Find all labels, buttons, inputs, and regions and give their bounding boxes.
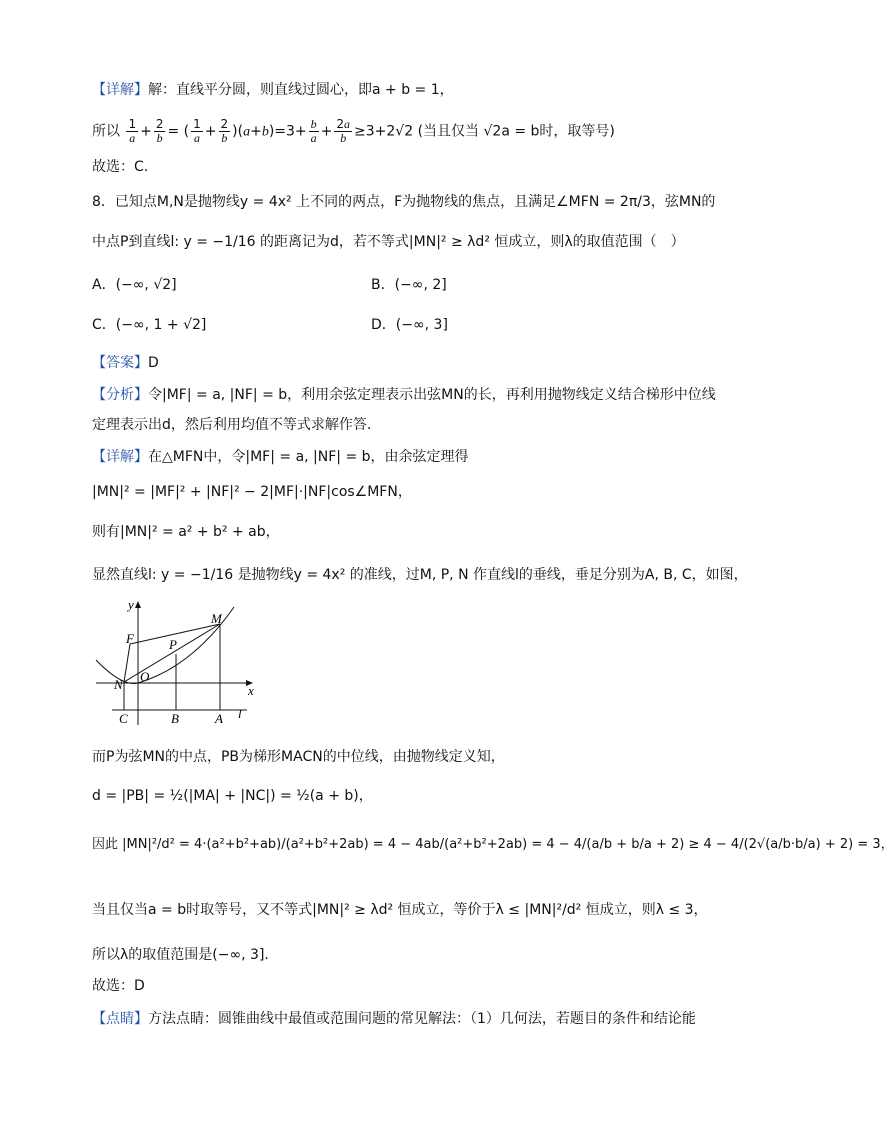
detail-line6: d = |PB| = ½(|MA| + |NC|) = ½(a + b)， — [92, 788, 373, 804]
detail-tag-2: 【详解】 — [92, 449, 148, 465]
prev-choice: 故选：C. — [92, 159, 149, 175]
analysis-line1: 【分析】令|MF| = a, |NF| = b，利用余弦定理表示出弦MN的长，再利用抛物线定义结合梯形中位线 — [92, 387, 716, 403]
answer-line — [92, 353, 159, 373]
label-N: N — [114, 677, 123, 692]
prev-formula-line: 所以 $\frac{1}{a}$ + $\frac{2}{b}$ = ( $\frac{1}{a}$ + $\frac{2}{b}$ )(a+b)=3+ $\frac{b}{a}$ + $\frac{2a}{b}$ ≥3+2√2 (当且仅当 √2a = b时，取等号) — [92, 117, 615, 145]
answer-value: D — [148, 355, 159, 371]
comment-line: 【点睛】方法点睛：圆锥曲线中最值或范围问题的常见解法：（1）几何法，若题目的条件和结论能 — [92, 1011, 696, 1027]
prev-line1: 解：直线平分圆，则直线过圆心，即a + b = 1， — [148, 82, 454, 98]
option-c: C．(−∞, 1 + √2] — [92, 317, 207, 333]
detail-line8: 当且仅当a = b时取等号，又不等式|MN|² ≥ λd² 恒成立，等价于λ ≤ |MN|²/d² 恒成立，则λ ≤ 3， — [92, 902, 708, 918]
analysis-tag: 【分析】 — [92, 387, 148, 403]
comment-tag: 【点睛】 — [92, 1011, 148, 1027]
label-M: M — [211, 611, 222, 626]
prev-line2-suffix: (当且仅当 √2a = b时，取等号) — [417, 123, 615, 140]
segment-FN — [124, 644, 130, 682]
prev-detail-line — [92, 80, 454, 100]
q8-stem-line2: 中点P到直线l: y = −1/16 的距离记为d，若不等式|MN|² ≥ λd² 恒成立，则λ的取值范围（ ） — [92, 234, 685, 250]
detail-line4: 显然直线l: y = −1/16 是抛物线y = 4x² 的准线，过M, P, N 作直线l的垂线，垂足分别为A, B, C，如图， — [92, 567, 748, 583]
analysis-line2: 定理表示出d，然后利用均值不等式求解作答. — [92, 417, 372, 433]
parabola-diagram — [92, 597, 262, 727]
detail-tag: 【详解】 — [92, 82, 148, 98]
label-l: l — [238, 706, 242, 721]
q8-stem-line1: 8．已知点M,N是抛物线y = 4x² 上不同的两点，F为抛物线的焦点，且满足∠MFN = 2π/3，弦MN的 — [92, 194, 716, 210]
option-b: B．(−∞, 2] — [371, 277, 447, 293]
detail-line1: 【详解】在△MFN中，令|MF| = a, |NF| = b，由余弦定理得 — [92, 449, 469, 465]
label-y: y — [128, 597, 134, 612]
label-A: A — [215, 711, 223, 726]
label-B: B — [171, 711, 179, 726]
answer-tag: 【答案】 — [92, 355, 148, 371]
final-choice: 故选：D — [92, 978, 145, 994]
detail-line3: 则有|MN|² = a² + b² + ab， — [92, 524, 280, 540]
parabola-figure — [92, 597, 262, 727]
label-x: x — [248, 683, 254, 698]
option-d: D．(−∞, 3] — [371, 317, 448, 333]
label-F: F — [126, 631, 134, 646]
detail-line5: 而P为弦MN的中点，PB为梯形MACN的中位线，由抛物线定义知， — [92, 749, 505, 765]
label-C: C — [119, 711, 128, 726]
detail-line7: 因此 |MN|²/d² = 4·(a²+b²+ab)/(a²+b²+2ab) = 4 − 4ab/(a²+b²+2ab) = 4 − 4/(a/b + b/a + 2) ≥ 4 − 4/(2√(a/b·b/a) + 2) = 3， — [92, 837, 894, 852]
prev-line2-prefix: 所以 — [92, 123, 120, 140]
label-O: O — [140, 669, 150, 684]
y-axis-arrow — [135, 601, 141, 608]
detail-line2: |MN|² = |MF|² + |NF|² − 2|MF|·|NF|cos∠MFN， — [92, 484, 412, 500]
detail-line9: 所以λ的取值范围是(−∞, 3]. — [92, 947, 269, 963]
label-P: P — [169, 637, 177, 652]
option-a: A．(−∞, √2] — [92, 277, 177, 293]
